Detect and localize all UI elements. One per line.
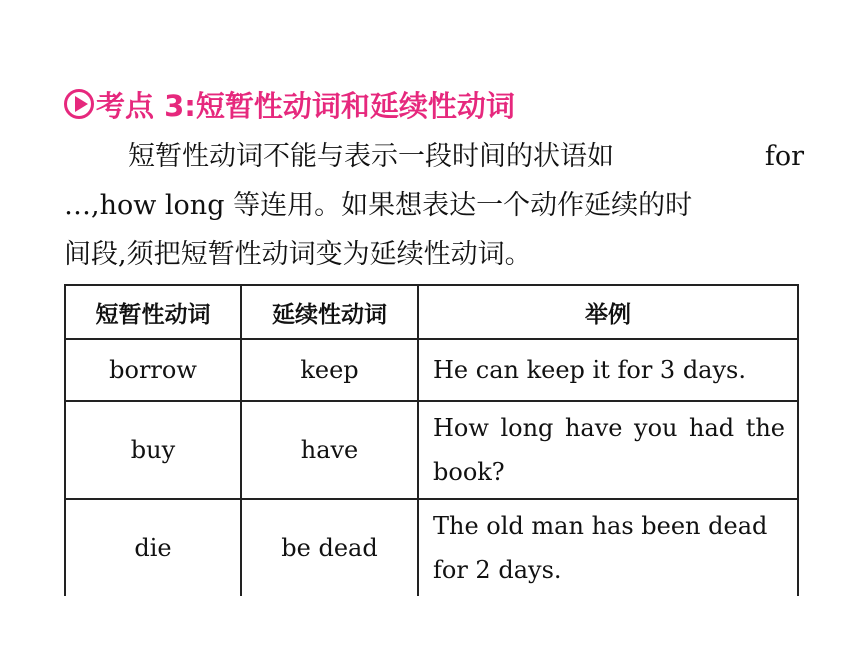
short-verb-cell: die — [65, 499, 241, 596]
short-verb-cell: borrow — [65, 339, 241, 401]
table-header-row — [65, 285, 798, 339]
paragraph-line-1-text: 短暂性动词不能与表示一段时间的状语如 — [128, 141, 614, 172]
header-example: 举例 — [418, 285, 798, 339]
section-heading-text: 考点 3:短暂性动词和延续性动词 — [96, 88, 515, 123]
short-verb-cell: buy — [65, 401, 241, 499]
continuous-verb-cell: be dead — [241, 499, 418, 596]
play-circle-icon — [64, 89, 94, 119]
example-cell: The old man has been dead for 2 days. — [418, 499, 798, 596]
header-short-verb: 短暂性动词 — [65, 285, 241, 339]
example-cell: How long have you had the book? — [418, 401, 798, 499]
paragraph-line-1 — [64, 132, 804, 181]
table-row — [65, 401, 798, 499]
paragraph-line-3: 间段,须把短暂性动词变为延续性动词。 — [64, 239, 532, 270]
table-row — [65, 339, 798, 401]
verb-comparison-table — [64, 284, 799, 596]
paragraph-line-1-end: for — [764, 141, 804, 172]
section-heading — [64, 84, 515, 124]
example-cell: He can keep it for 3 days. — [418, 339, 798, 401]
explanation-paragraph — [64, 132, 804, 279]
continuous-verb-cell: keep — [241, 339, 418, 401]
paragraph-line-2: …,how long 等连用。如果想表达一个动作延续的时 — [64, 190, 693, 221]
continuous-verb-cell: have — [241, 401, 418, 499]
table-row — [65, 499, 798, 596]
header-continuous-verb: 延续性动词 — [241, 285, 418, 339]
